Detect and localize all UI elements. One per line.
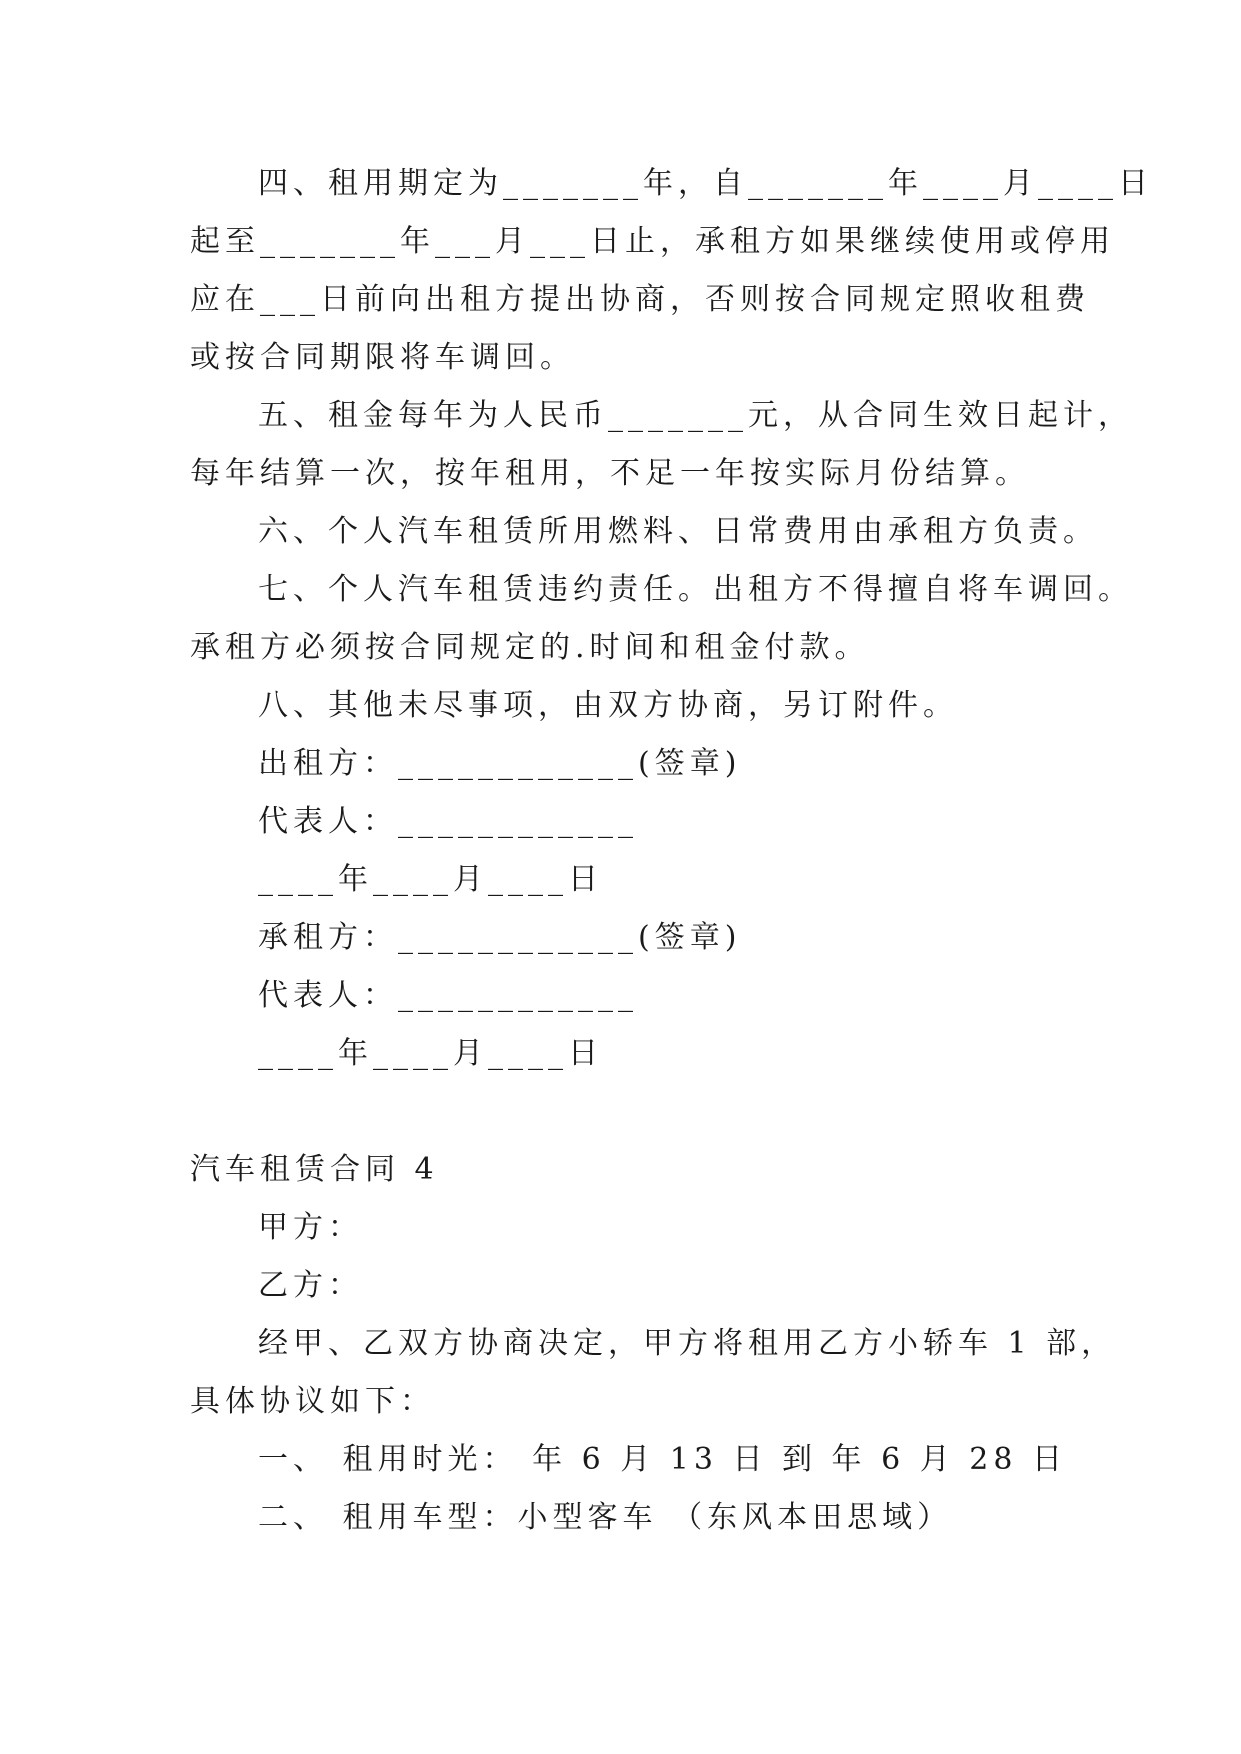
contract-4-intro-line-1: 经甲、乙双方协商决定，甲方将租用乙方小轿车 1 部， bbox=[258, 1326, 1117, 1361]
clause-6: 六、个人汽车租赁所用燃料、日常费用由承租方负责。 bbox=[258, 514, 1098, 549]
contract-4-title: 汽车租赁合同 4 bbox=[190, 1152, 439, 1187]
contract-4-intro-line-2: 具体协议如下： bbox=[190, 1384, 435, 1419]
lessor-date: ____年____月____日 bbox=[258, 862, 603, 897]
clause-4-line-1: 四、租用期定为_______年，自_______年____月____日 bbox=[258, 166, 1153, 201]
lessee-date: ____年____月____日 bbox=[258, 1036, 603, 1071]
clause-7-line-2: 承租方必须按合同规定的.时间和租金付款。 bbox=[190, 630, 870, 665]
clause-5-line-2: 每年结算一次，按年租用，不足一年按实际月份结算。 bbox=[190, 456, 1030, 491]
clause-5-line-1: 五、租金每年为人民币_______元，从合同生效日起计， bbox=[258, 398, 1133, 433]
clause-4-line-3: 应在___日前向出租方提出协商，否则按合同规定照收租费 bbox=[190, 282, 1090, 317]
clause-4-line-2: 起至_______年___月___日止，承租方如果继续使用或停用 bbox=[190, 224, 1115, 259]
lessee-representative: 代表人：____________ bbox=[258, 978, 638, 1013]
clause-7-line-1: 七、个人汽车租赁违约责任。出租方不得擅自将车调回。 bbox=[258, 572, 1133, 607]
lessee-signature: 承租方：____________(签章) bbox=[258, 920, 742, 955]
lessor-representative: 代表人：____________ bbox=[258, 804, 638, 839]
clause-8: 八、其他未尽事项，由双方协商，另订附件。 bbox=[258, 688, 958, 723]
clause-4-line-4: 或按合同期限将车调回。 bbox=[190, 340, 575, 375]
lessor-signature: 出租方：____________(签章) bbox=[258, 746, 742, 781]
contract-4-item-2: 二、 租用车型：小型客车 （东风本田思域） bbox=[258, 1500, 953, 1535]
party-a: 甲方： bbox=[258, 1210, 363, 1245]
party-b: 乙方： bbox=[258, 1268, 363, 1303]
document-page bbox=[190, 155, 1153, 1547]
contract-4-item-1: 一、 租用时光： 年 6 月 13 日 到 年 6 月 28 日 bbox=[258, 1442, 1067, 1477]
